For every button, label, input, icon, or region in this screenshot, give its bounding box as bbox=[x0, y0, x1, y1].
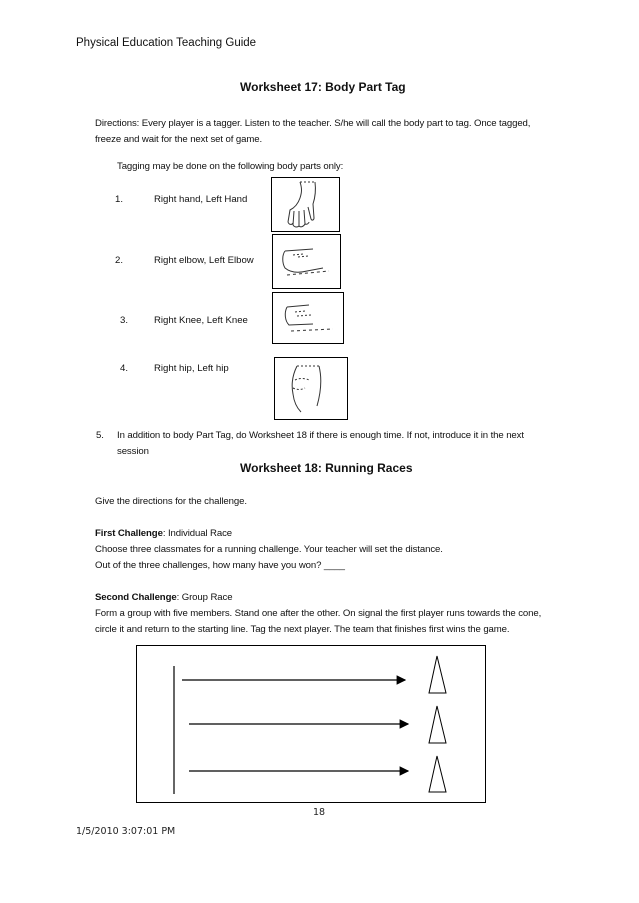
note-line2: session bbox=[117, 446, 149, 457]
race-diagram bbox=[136, 645, 486, 803]
item-label: Right hand, Left Hand bbox=[154, 194, 248, 205]
directions-line2: freeze and wait for the next set of game. bbox=[95, 134, 263, 145]
cone-icon bbox=[429, 756, 446, 792]
cone-icon bbox=[429, 706, 446, 743]
give-directions: Give the directions for the challenge. bbox=[95, 496, 247, 507]
item-number: 3. bbox=[120, 315, 129, 326]
cone-icon bbox=[429, 656, 446, 693]
second-challenge-label: Second Challenge bbox=[95, 592, 177, 603]
hip-icon bbox=[274, 357, 348, 420]
timestamp: 1/5/2010 3:07:01 PM bbox=[76, 826, 176, 837]
second-challenge-type: : Group Race bbox=[176, 592, 233, 603]
second-challenge-line3: circle it and return to the starting line. Tag the next player. The team that finishes first wins the game. bbox=[95, 624, 510, 635]
directions-line1: Directions: Every player is a tagger. Listen to the teacher. S/he will call the body part to tag. Once tagged, bbox=[95, 118, 531, 129]
elbow-icon bbox=[272, 234, 341, 289]
second-challenge-heading bbox=[95, 590, 232, 606]
first-challenge-line2: Choose three classmates for a running challenge. Your teacher will set the distance. bbox=[95, 544, 443, 555]
worksheet17-title: Worksheet 17: Body Part Tag bbox=[240, 80, 406, 94]
note-line1: In addition to body Part Tag, do Worksheet 18 if there is enough time. If not, introduce it in the next bbox=[117, 430, 524, 441]
item-label: Right Knee, Left Knee bbox=[154, 315, 248, 326]
hand-icon bbox=[271, 177, 340, 232]
tagging-intro: Tagging may be done on the following body parts only: bbox=[117, 161, 344, 172]
running-header: Physical Education Teaching Guide bbox=[76, 37, 257, 49]
page-number: 18 bbox=[313, 807, 326, 818]
first-challenge-line3: Out of the three challenges, how many have you won? ____ bbox=[95, 560, 345, 571]
worksheet18-title: Worksheet 18: Running Races bbox=[240, 461, 413, 475]
knee-icon bbox=[272, 292, 344, 344]
second-challenge-line2: Form a group with five members. Stand one after the other. On signal the first player runs towards the cone, bbox=[95, 608, 542, 619]
item-number: 2. bbox=[115, 255, 124, 266]
first-challenge-label: First Challenge bbox=[95, 528, 163, 539]
first-challenge-type: : Individual Race bbox=[162, 528, 233, 539]
item-number: 4. bbox=[120, 363, 129, 374]
first-challenge-heading bbox=[95, 526, 232, 542]
item-label: Right hip, Left hip bbox=[154, 363, 229, 374]
item-number: 1. bbox=[115, 194, 124, 205]
note-number: 5. bbox=[96, 430, 104, 441]
item-label: Right elbow, Left Elbow bbox=[154, 255, 254, 266]
